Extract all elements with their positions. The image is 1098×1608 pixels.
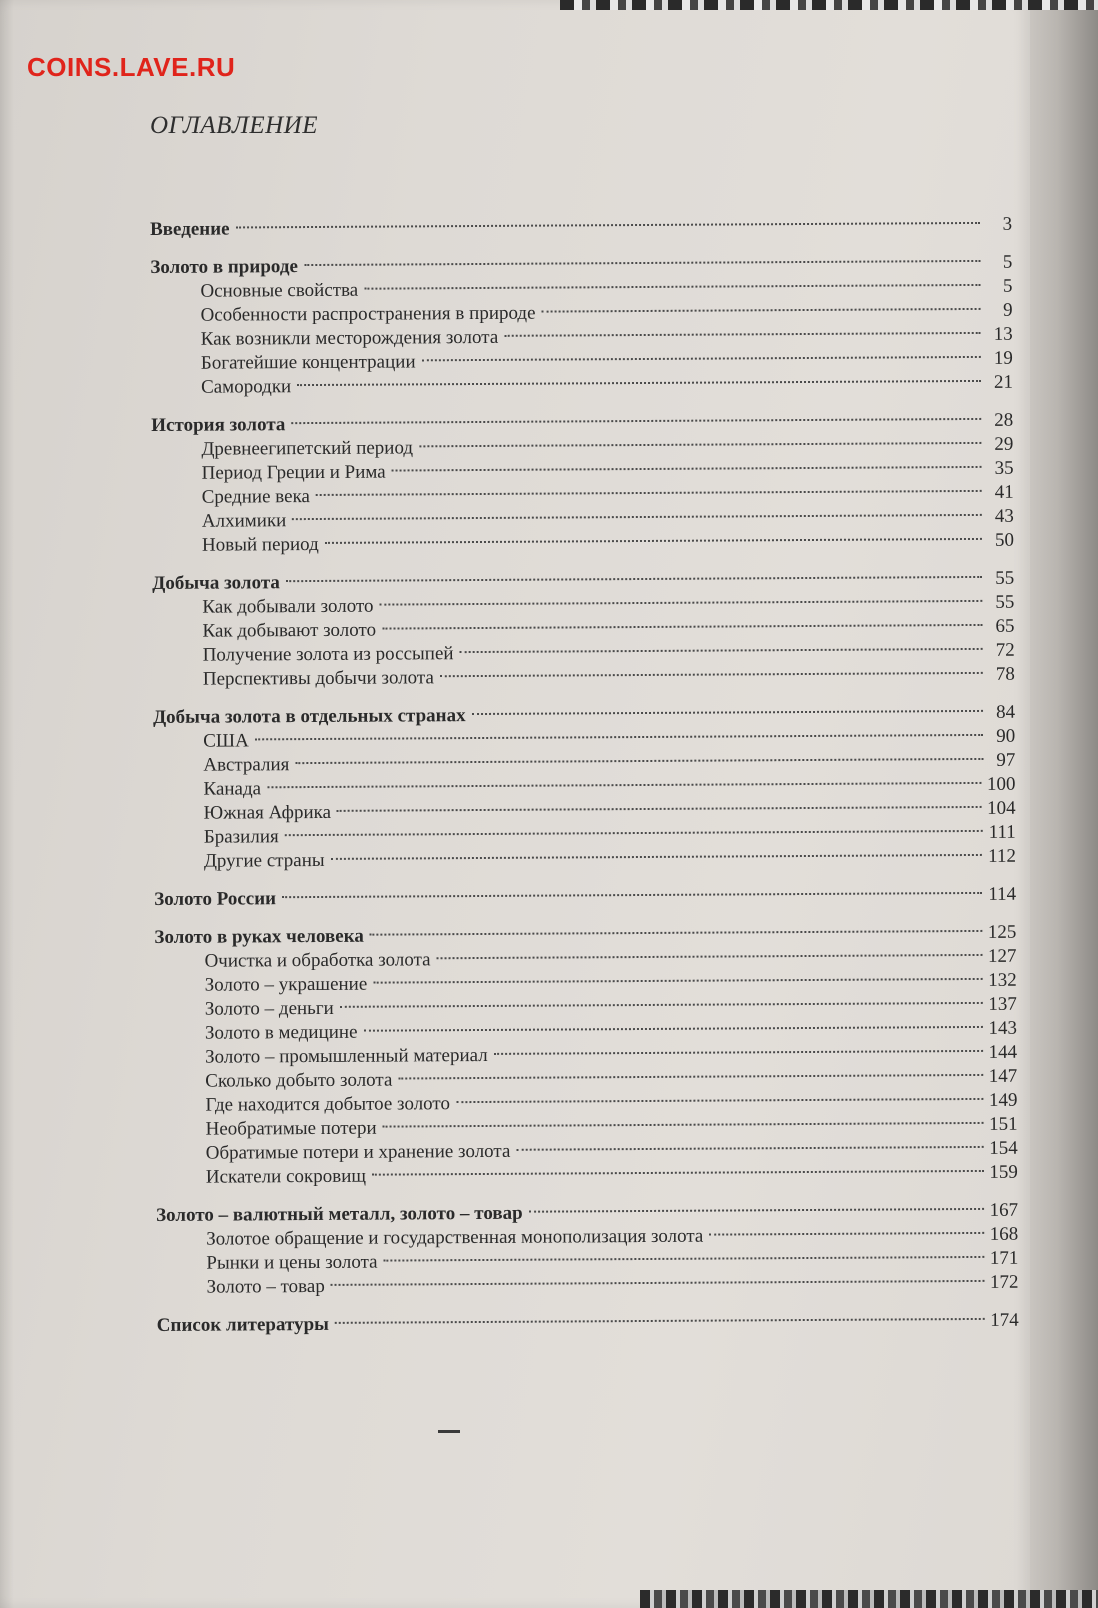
dot-leader	[340, 1002, 983, 1008]
toc-entry-title: Как добывают золото	[202, 619, 377, 642]
toc-entry-title: Золото России	[154, 888, 277, 910]
toc-entry-title: Золотое обращение и государственная монополизация золота	[206, 1225, 704, 1250]
dot-leader	[419, 442, 981, 447]
toc-entry-title: Золото – валютный металл, золото – товар	[156, 1202, 523, 1226]
toc-page-number: 41	[994, 481, 1014, 503]
toc-entry-title: Где находится добытое золото	[205, 1093, 451, 1116]
toc-section	[152, 529, 1014, 558]
dot-leader	[255, 734, 983, 740]
toc-page-number: 154	[989, 1137, 1018, 1159]
toc-entry-title: Южная Африка	[203, 801, 332, 824]
table-of-contents	[150, 213, 1019, 1338]
toc-entry-title: Золото – товар	[206, 1275, 325, 1298]
toc-page-number: 149	[988, 1089, 1018, 1111]
toc-entry-title: Другие страны	[203, 849, 325, 872]
toc-page-number: 151	[988, 1113, 1018, 1135]
toc-page-number: 167	[989, 1199, 1019, 1221]
toc-chapter	[154, 883, 1016, 912]
dot-leader	[382, 624, 982, 630]
toc-page-number: 29	[994, 433, 1014, 455]
dot-leader	[456, 1098, 983, 1103]
dot-leader	[504, 332, 981, 337]
page-edge	[1030, 0, 1098, 1608]
toc-page-number: 72	[995, 639, 1015, 661]
dot-leader	[392, 466, 982, 472]
dot-leader	[285, 830, 983, 836]
toc-entry-title: США	[203, 730, 249, 752]
toc-page-number: 137	[988, 993, 1017, 1015]
dot-leader	[472, 710, 983, 715]
dot-leader	[325, 538, 982, 544]
toc-page-number: 21	[993, 371, 1014, 393]
toc-page-number: 43	[994, 505, 1014, 527]
toc-page-number: 168	[989, 1223, 1019, 1245]
toc-page-number: 3	[1002, 213, 1013, 235]
toc-page-number: 50	[994, 529, 1015, 551]
ink-mark	[438, 1430, 460, 1433]
dot-leader	[516, 1146, 983, 1151]
page-shadow	[0, 0, 14, 1608]
toc-heading: ОГЛАВЛЕНИЕ	[150, 112, 319, 139]
dot-leader	[494, 1050, 983, 1055]
toc-page-number: 5	[1002, 275, 1013, 297]
toc-entry-title: Золото в медицине	[204, 1021, 358, 1044]
toc-entry-title: Золото в руках человека	[154, 925, 364, 948]
toc-page-number: 159	[989, 1161, 1018, 1183]
dot-leader	[236, 222, 980, 229]
dot-leader	[331, 1280, 984, 1286]
toc-page-number: 104	[987, 797, 1016, 819]
toc-page-number: 9	[1003, 299, 1013, 321]
toc-entry-title: Древнеегипетский период	[201, 437, 414, 460]
toc-entry-title: Средние века	[201, 486, 310, 508]
dot-leader	[364, 284, 980, 290]
toc-page-number: 143	[988, 1017, 1018, 1039]
toc-page-number: 112	[988, 845, 1016, 867]
toc-entry-title: Алхимики	[201, 510, 287, 532]
dot-leader	[295, 758, 983, 764]
toc-page-number: 78	[995, 663, 1015, 685]
toc-entry-title: Получение золота из россыпей	[202, 643, 454, 666]
toc-entry-title: Как добывали золото	[202, 595, 374, 618]
toc-entry-title: Особенности распространения в природе	[200, 302, 536, 326]
toc-entry-title: Сколько добыто золота	[205, 1069, 393, 1092]
toc-entry-title: Период Греции и Рима	[201, 461, 386, 484]
dot-leader	[286, 576, 982, 582]
toc-entry-title: Рынки и цены золота	[206, 1251, 378, 1274]
toc-page-number: 144	[988, 1041, 1018, 1063]
toc-entry-title: Золото в природе	[150, 256, 298, 278]
toc-entry-title: Самородки	[200, 376, 292, 398]
dot-leader	[363, 1026, 982, 1032]
dot-leader	[383, 1122, 983, 1128]
toc-entry-title: Богатейшие концентрации	[200, 351, 416, 374]
toc-entry-title: Золото – украшение	[204, 973, 368, 996]
toc-chapter	[150, 213, 1012, 242]
toc-entry-title: Обратимые потери и хранение золота	[205, 1140, 511, 1164]
toc-page-number: 55	[995, 567, 1015, 589]
background-strip-bottom	[640, 1590, 1098, 1608]
dot-leader	[304, 260, 980, 266]
dot-leader	[709, 1232, 983, 1236]
dot-leader	[541, 308, 980, 313]
toc-entry-title: Канада	[203, 778, 262, 800]
dot-leader	[440, 672, 983, 677]
dot-leader	[370, 930, 982, 936]
toc-page-number: 132	[988, 969, 1017, 991]
toc-page-number: 174	[990, 1309, 1019, 1331]
toc-page-number: 19	[993, 347, 1013, 369]
toc-page-number: 127	[987, 945, 1017, 967]
toc-entry-title: Австралия	[203, 754, 290, 776]
toc-entry-title: Бразилия	[203, 826, 279, 848]
toc-page-number: 13	[993, 323, 1013, 345]
toc-page-number: 5	[1002, 251, 1013, 273]
toc-entry-title: Золото – промышленный материал	[205, 1044, 488, 1068]
toc-entry-title: Необратимые потери	[205, 1117, 377, 1140]
dot-leader	[335, 1318, 984, 1324]
background-strip-top	[560, 0, 1098, 10]
toc-entry-title: Как возникли месторождения золота	[200, 326, 499, 350]
dot-leader	[437, 954, 982, 959]
toc-page-number: 111	[988, 821, 1016, 843]
dot-leader	[372, 1170, 983, 1176]
dot-leader	[297, 380, 981, 386]
toc-entry-title: Добыча золота в отдельных странах	[152, 705, 466, 728]
dot-leader	[529, 1208, 984, 1213]
toc-section	[153, 663, 1015, 692]
toc-page-number: 147	[988, 1065, 1018, 1087]
toc-entry-title: Искатели сокровищ	[205, 1165, 367, 1188]
toc-entry-title: Новый период	[201, 533, 319, 556]
toc-entry-title: Список литературы	[156, 1313, 330, 1336]
toc-page-number: 172	[989, 1271, 1019, 1293]
toc-page-number: 35	[994, 457, 1014, 479]
dot-leader	[379, 600, 982, 606]
dot-leader	[337, 806, 981, 812]
toc-entry-title: Очистка и обработка золота	[204, 949, 431, 972]
toc-page-number: 65	[995, 615, 1015, 637]
toc-section	[156, 1271, 1018, 1300]
toc-entry-title: Добыча золота	[152, 572, 280, 594]
toc-entry-title: Основные свойства	[200, 279, 359, 302]
dot-leader	[331, 854, 983, 860]
dot-leader	[316, 490, 982, 496]
dot-leader	[282, 892, 982, 898]
dot-leader	[291, 418, 981, 424]
toc-page-number: 55	[995, 591, 1015, 613]
dot-leader	[384, 1256, 984, 1262]
toc-entry-title: Перспективы добычи золота	[202, 667, 434, 690]
dot-leader	[460, 648, 983, 653]
toc-page-number: 171	[989, 1247, 1019, 1269]
dot-leader	[422, 356, 981, 361]
toc-page-number: 28	[994, 409, 1014, 431]
watermark: COINS.LAVE.RU	[27, 52, 236, 82]
toc-entry-title: Золото – деньги	[204, 997, 334, 1020]
dot-leader	[373, 978, 982, 984]
toc-page-number: 84	[995, 701, 1016, 723]
toc-page-number: 97	[996, 749, 1016, 771]
dot-leader	[292, 514, 982, 520]
toc-entry-title: История золота	[151, 414, 286, 436]
dot-leader	[267, 782, 981, 788]
toc-page-number: 90	[996, 725, 1016, 747]
dot-leader	[398, 1074, 982, 1080]
toc-section	[156, 1161, 1018, 1190]
toc-entry-title: Введение	[150, 218, 230, 240]
toc-section	[151, 371, 1013, 400]
toc-page-number: 100	[986, 773, 1016, 795]
toc-section	[154, 845, 1016, 874]
toc-page-number: 114	[988, 883, 1017, 905]
toc-page-number: 125	[987, 921, 1017, 943]
